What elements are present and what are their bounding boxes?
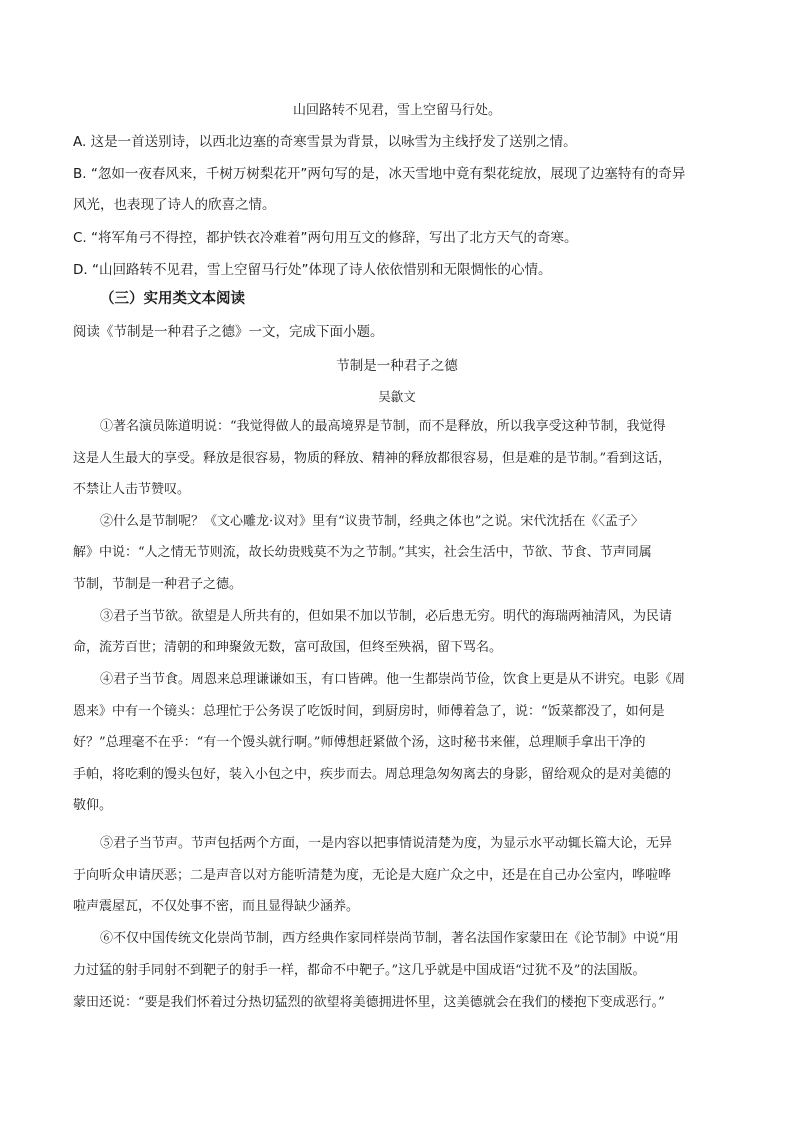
paragraph-1-line: 不禁让人击节赞叹。 [73,482,191,497]
paragraph-6-line: 力过猛的射手同射不到靶子的射手一样，都命不中靶子。”这几乎就是中国成语“过犹不及”的法国版。 [73,963,646,978]
paragraph-1-line: 这是人生最大的享受。释放是很容易，物质的释放、精神的释放都很容易，但是难的是节制。”看到这话， [73,451,672,466]
essay-author: 吴歙文 [378,389,416,404]
paragraph-2-line: ②什么是节制呢？《文心雕龙·议对》里有“议贵节制，经典之体也”之说。宋代沈括在《〈孟子〉 [100,514,644,529]
option-b-line2: 风光，也表现了诗人的欣喜之情。 [73,197,276,213]
paragraph-5-line: ⑤君子当节声。节声包括两个方面，一是内容以把事情说清楚为度，为显示水平动辄长篇大论，无异 [100,836,673,851]
option-b-line1: B. “忽如一夜春风来，千树万树梨花开”两句写的是，冰天雪地中竟有梨花绽放，展现了边塞特有的奇异 [73,166,686,182]
paragraph-2-line: 节制，节制是一种君子之德。 [73,577,243,592]
paragraph-4-line: ④君子当节食。周恩来总理谦谦如玉，有口皆碑。他一生都崇尚节俭，饮食上更是从不讲究。电影《周 [100,672,686,687]
paragraph-6-line: 蒙田还说：“要是我们怀着过分热切猛烈的欲望将美德拥进怀里，这美德就会在我们的楼抱下变成恶行。” [73,995,665,1010]
paragraph-1-line: ①著名演员陈道明说：“我觉得做人的最高境界是节制，而不是释放，所以我享受这种节制，我觉得 [100,419,666,434]
option-c: C. “将军角弓不得控，都护铁衣冷难着”两句用互文的修辞，写出了北方天气的奇寒。 [73,230,578,246]
paragraph-5-line: 啦声震屋瓦，不仅处事不密，而且显得缺少涵养。 [73,899,360,914]
paragraph-3-line: 命，流芳百世；清朝的和珅聚敛无数，富可敌国，但终至殃祸，留下骂名。 [73,640,503,655]
paragraph-4-line: 恩来》中有一个镜头：总理忙于公务误了吃饭时间，到厨房时，师傅着急了，说：“饭菜都没了，如何是 [73,704,665,719]
paragraph-4-line: 敬仰。 [73,798,113,813]
paragraph-4-line: 好？”总理毫不在乎：“有一个馒头就行啊。”师傅想赶紧做个汤，这时秘书来催，总理顺手拿出干净的 [73,735,646,750]
paragraph-4-line: 手帕，将吃剩的馒头包好，装入小包之中，疾步而去。周总理急匆匆离去的身影，留给观众的是对美德的 [73,767,672,782]
section-instruction: 阅读《节制是一种君子之德》一文，完成下面小题。 [73,324,384,340]
option-d: D. “山回路转不见君，雪上空留马行处”体现了诗人依依惜别和无限惆怅的心情。 [73,262,552,278]
paragraph-3-line: ③君子当节欲。欲望是人所共有的，但如果不加以节制，必后患无穷。明代的海瑞两袖清风，为民请 [100,609,673,624]
section-heading: （三）实用类文本阅读 [100,291,245,307]
poem-line: 山回路转不见君，雪上空留马行处。 [292,103,501,118]
paragraph-2-line: 解》中说：“人之情无节则流，故长幼贵贱莫不为之节制。”其实，社会生活中，节欲、节食、节声同属 [73,545,652,560]
option-a: A. 这是一首送别诗，以西北边塞的奇寒雪景为背景，以咏雪为主线抒发了送别之情。 [73,134,577,150]
paragraph-5-line: 于向听众申请厌恶；二是声音以对方能听清楚为度，无论是大庭广众之中，还是在自己办公室内，哗啦哗 [73,868,672,883]
paragraph-6-line: ⑥不仅中国传统文化崇尚节制，西方经典作家同样崇尚节制，著名法国作家蒙田在《论节制》中说“用 [100,931,679,946]
essay-title: 节制是一种君子之德 [336,358,458,374]
